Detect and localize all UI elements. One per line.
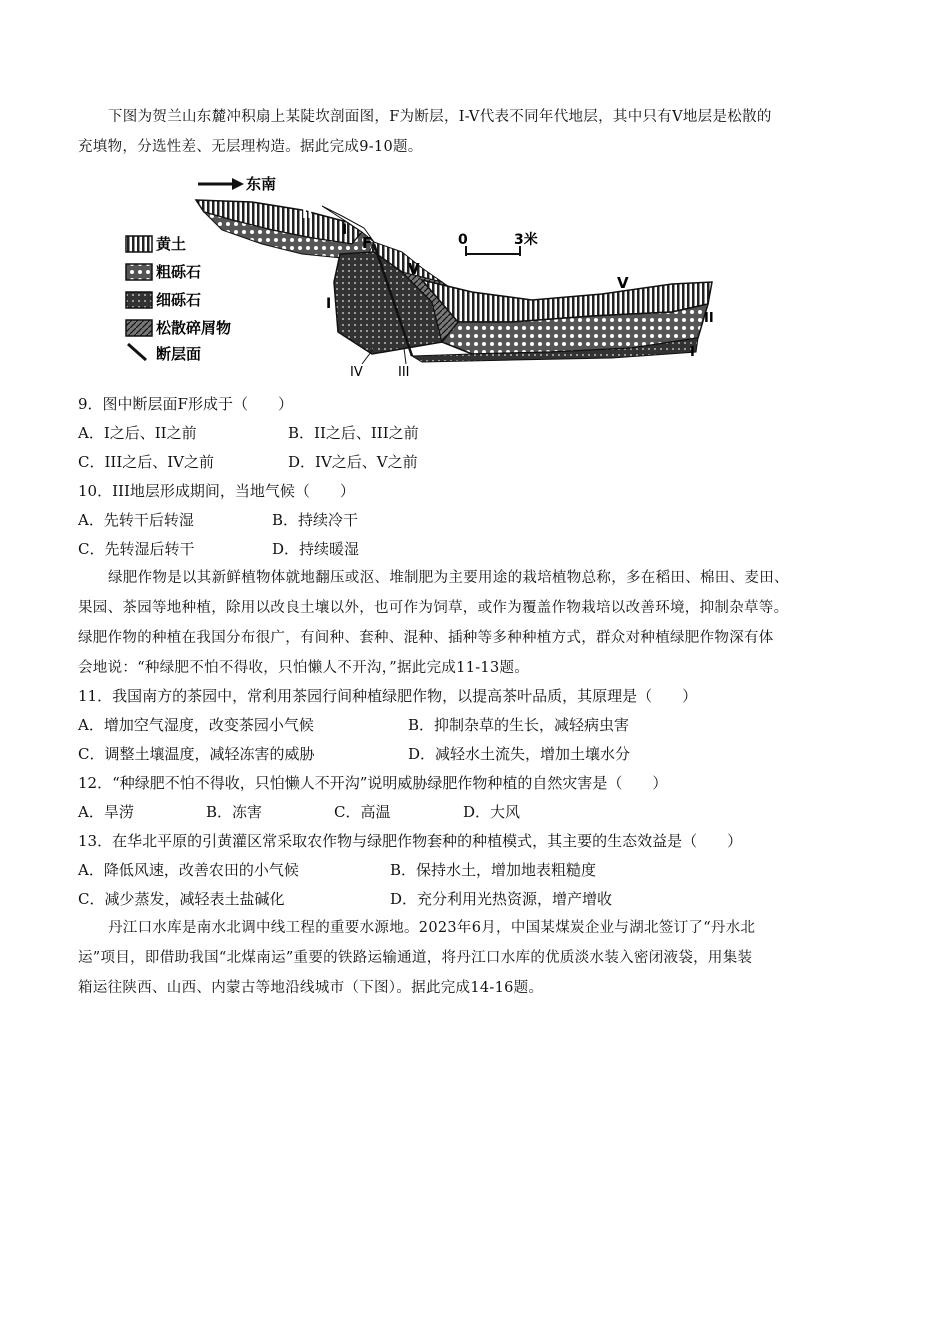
intro-paragraph-2-line-4: 会地说：“种绿肥不怕不得收，只怕懒人不开沟，”据此完成11-13题。	[78, 660, 530, 676]
legend-loose-debris: 松散碎屑物	[156, 319, 232, 337]
legend	[126, 235, 231, 363]
question-11-option-a: A．增加空气湿度，改变茶园小气候	[78, 716, 314, 734]
question-9-option-d: D．IV之后、V之前	[288, 453, 418, 471]
intro-paragraph-2-line-2: 果园、茶园等地种植，除用以改良土壤以外，也可作为饲草，或作为覆盖作物栽培以改善环境，抑制杂草等。	[78, 600, 789, 616]
label-I-left: I	[326, 296, 332, 312]
question-10-option-a: A．先转干后转湿	[78, 511, 194, 529]
intro-paragraph-3-line-3: 箱运往陕西、山西、内蒙古等地沿线城市（下图）。据此完成14-16题。	[78, 980, 544, 996]
intro-paragraph-3-line-1: 丹江口水库是南水北调中线工程的重要水源地。2023年6月，中国某煤炭企业与湖北签订了“丹水北	[108, 920, 756, 936]
direction-label: 东南	[246, 175, 277, 193]
intro-paragraph-2-line-1: 绿肥作物是以其新鲜植物体就地翻压或沤、堆制肥为主要用途的栽培植物总称，多在稻田、棉田、麦田、	[108, 570, 789, 586]
legend-fine-gravel: 细砾石	[156, 291, 202, 309]
lower-terrace	[412, 280, 712, 362]
direction-arrow	[198, 178, 244, 190]
intro-paragraph-2-line-3: 绿肥作物的种植在我国分布很广，有间种、套种、混种、插种等多种种植方式，群众对种植绿肥作物深有体	[78, 630, 774, 646]
question-13-stem: 13．在华北平原的引黄灌区常采取农作物与绿肥作物套种的种植模式，其主要的生态效益是（ ）	[78, 832, 743, 850]
question-11-option-c: C．调整土壤温度，减轻冻害的威胁	[78, 745, 315, 763]
label-V-right: V	[617, 274, 629, 292]
question-9-stem: 9．图中断层面F形成于（ ）	[78, 395, 293, 413]
label-III: III	[398, 365, 410, 380]
question-10-option-c: C．先转湿后转干	[78, 540, 195, 558]
scale-end: 3米	[514, 232, 538, 248]
label-I-upper: I	[342, 222, 348, 238]
question-11-stem: 11．我国南方的茶园中，常利用茶园行间种植绿肥作物，以提高茶叶品质，其原理是（ ）	[78, 687, 698, 705]
label-IV: IV	[350, 365, 363, 380]
legend-loess: 黄土	[156, 235, 187, 253]
legend-fault-plane: 断层面	[156, 345, 202, 363]
question-13-option-b: B．保持水土，增加地表粗糙度	[390, 861, 597, 879]
question-11-option-b: B．抑制杂草的生长，减轻病虫害	[408, 716, 630, 734]
question-10-option-b: B．持续冷干	[272, 511, 359, 529]
intro-paragraph-1-line-1: 下图为贺兰山东麓冲积扇上某陡坎剖面图，F为断层，I-V代表不同年代地层，其中只有V地层是松散的	[108, 109, 772, 125]
question-12-option-c: C．高温	[334, 803, 391, 821]
question-12-option-d: D．大风	[463, 803, 521, 821]
scale-bar	[466, 246, 520, 256]
label-II-upper: II	[302, 206, 313, 222]
label-fault-F: F	[362, 234, 373, 252]
question-13-option-c: C．减少蒸发，减轻表土盐碱化	[78, 890, 285, 908]
question-12-option-b: B．冻害	[206, 803, 263, 821]
legend-coarse-gravel: 粗砾石	[156, 263, 202, 281]
question-9-option-b: B．II之后、III之前	[288, 424, 419, 442]
question-10-option-d: D．持续暖湿	[272, 540, 360, 558]
intro-paragraph-3-line-2: 运”项目，即借助我国“北煤南运”重要的铁路运输通道，将丹江口水库的优质淡水装入密闭液袋，用集装	[78, 950, 753, 966]
question-12-option-a: A．旱涝	[78, 803, 134, 821]
label-V: V	[408, 260, 420, 278]
question-12-stem: 12．“种绿肥不怕不得收，只怕懒人不开沟”说明威胁绿肥作物种植的自然灾害是（ ）	[78, 774, 668, 792]
question-13-option-a: A．降低风速，改善农田的小气候	[78, 861, 299, 879]
upper-block	[196, 200, 374, 258]
geologic-profile-figure	[112, 172, 722, 384]
question-13-option-d: D．充分利用光热资源，增产增收	[390, 890, 613, 908]
question-11-option-d: D．减轻水土流失，增加土壤水分	[408, 745, 631, 763]
question-9-option-c: C．III之后、IV之前	[78, 453, 215, 471]
label-I-right: I	[690, 345, 695, 360]
intro-paragraph-1-line-2: 充填物，分选性差、无层理构造。据此完成9-10题。	[78, 139, 423, 155]
label-II-right: II	[704, 311, 714, 326]
question-10-stem: 10．III地层形成期间，当地气候（ ）	[78, 482, 355, 500]
question-9-option-a: A．I之后、II之前	[78, 424, 197, 442]
scale-zero: 0	[458, 232, 468, 248]
